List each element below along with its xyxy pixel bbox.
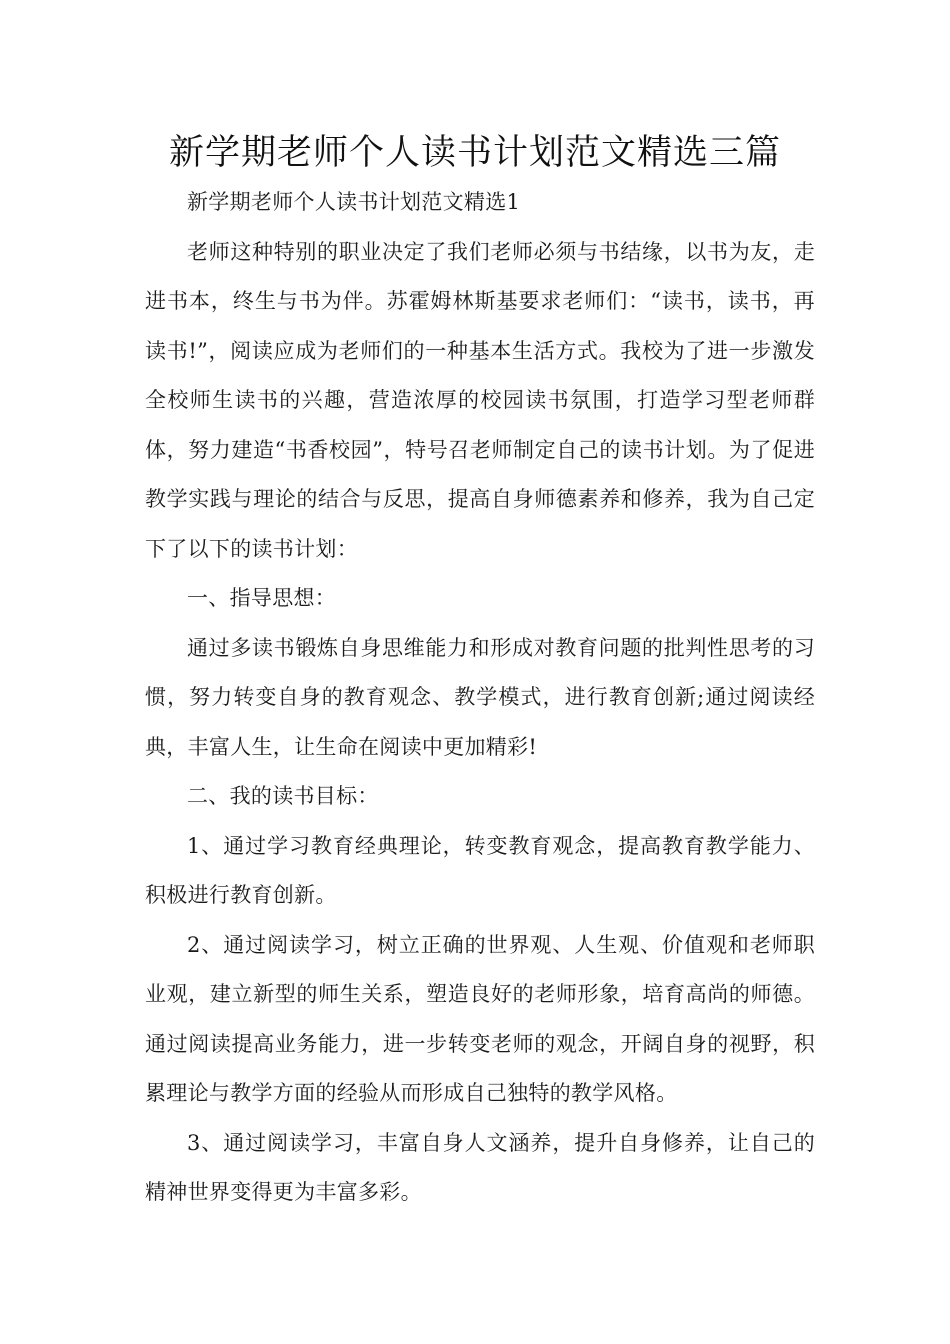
paragraph-guiding-idea: 通过多读书锻炼自身思维能力和形成对教育问题的批判性思考的习惯，努力转变自身的教育观念、教学模式，进行教育创新;通过阅读经典，丰富人生，让生命在阅读中更加精彩!	[145, 635, 815, 759]
paragraph-goal-1: 1、通过学习教育经典理论，转变教育观念，提高教育教学能力、积极进行教育创新。	[145, 833, 815, 907]
paragraph-intro: 老师这种特别的职业决定了我们老师必须与书结缘，以书为友，走进书本，终生与书为伴。苏霍姆林斯基要求老师们：“读书，读书，再读书!”，阅读应成为老师们的一种基本生活方式。我校为了进一步激发全校师生读书的兴趣，营造浓厚的校园读书氛围，打造学习型老师群体，努力建造“书香校园”，特号召老师制定自己的读书计划。为了促进教学实践与理论的结合与反思，提高自身师德素养和修养，我为自己定下了以下的读书计划：	[145, 239, 815, 561]
document-title: 新学期老师个人读书计划范文精选三篇	[168, 133, 781, 173]
paragraph-goal-2: 2、通过阅读学习，树立正确的世界观、人生观、价值观和老师职业观，建立新型的师生关系，塑造良好的老师形象，培育高尚的师德。通过阅读提高业务能力，进一步转变老师的观念，开阔自身的视野，积累理论与教学方面的经验从而形成自己独特的教学风格。	[145, 932, 815, 1105]
paragraph-subtitle: 新学期老师个人读书计划范文精选1	[187, 190, 521, 214]
paragraph-heading-guiding-idea: 一、指导思想：	[187, 586, 337, 610]
paragraph-goal-3: 3、通过阅读学习，丰富自身人文涵养，提升自身修养，让自己的精神世界变得更为丰富多彩。	[145, 1130, 815, 1204]
paragraph-heading-goals: 二、我的读书目标：	[187, 784, 379, 808]
document-body	[145, 178, 815, 1218]
